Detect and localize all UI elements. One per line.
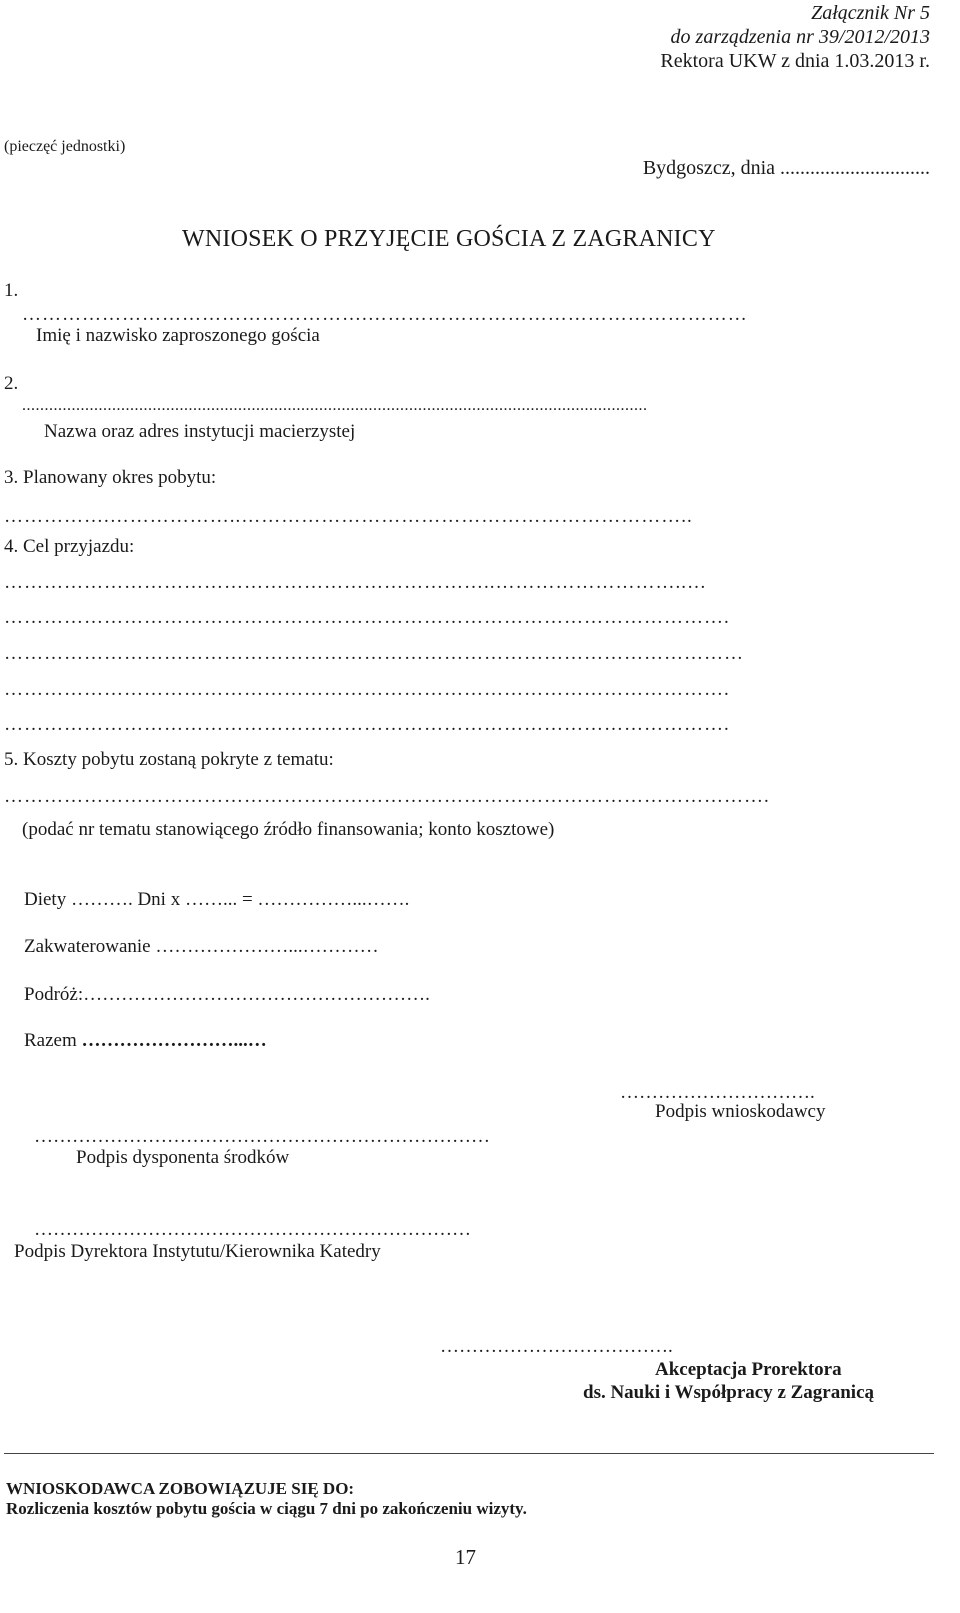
field-3-label: 3. Planowany okres pobytu: xyxy=(4,467,217,488)
field-2-dotted-line: ........................................................................................................................................... xyxy=(22,397,648,414)
field-5-label: 5. Koszty pobytu zostaną pokryte z tematu: xyxy=(4,749,334,770)
costs-diety: Diety ………. Dni x ……... = ……………...……. xyxy=(24,889,410,910)
field-2-number: 2. xyxy=(4,373,19,394)
field-1-number: 1. xyxy=(4,280,19,301)
costs-razem-label: Razem xyxy=(24,1030,82,1051)
annex-line-2 xyxy=(671,26,930,48)
field-4-dotted-line-4: ………………………………………………………………………………………………. xyxy=(4,679,730,700)
annex-line-2-text: do zarządzenia nr 39/2012/2013 xyxy=(670,26,930,48)
disposer-signature-label: Podpis dysponenta środków xyxy=(76,1147,290,1168)
applicant-signature-line: …………………………. xyxy=(620,1082,815,1103)
field-4-dotted-line-1: ………………………………………………………………..………………………..… xyxy=(4,572,707,593)
field-4-dotted-line-2: ………………………………………………………………………………………………. xyxy=(4,607,730,628)
obligation-heading: WNIOSKODAWCA ZOBOWIĄZUJE SIĘ DO: xyxy=(6,1479,355,1498)
document-title: WNIOSEK O PRZYJĘCIE GOŚCIA Z ZAGRANICY xyxy=(182,226,716,252)
costs-podroz: Podróż:………………………………………………. xyxy=(24,984,430,1005)
page-number: 17 xyxy=(455,1545,476,1569)
disposer-signature-line: ……………………………………………………………… xyxy=(34,1126,490,1147)
applicant-signature-label: Podpis wnioskodawcy xyxy=(655,1101,826,1122)
director-signature-line: …………………………………………………………… xyxy=(34,1219,471,1240)
prorector-label-line-1: Akceptacja Prorektora xyxy=(655,1359,842,1380)
prorector-signature-line: ………………………………. xyxy=(440,1336,673,1357)
costs-razem xyxy=(24,1030,267,1052)
divider-line xyxy=(4,1453,934,1454)
date-line: Bydgoszcz, dnia .............................. xyxy=(642,157,930,179)
field-4-dotted-line-5: ………………………………………………………………………………………………. xyxy=(4,714,730,735)
annex-line-3: Rektora UKW z dnia 1.03.2013 r. xyxy=(660,50,930,72)
prorector-label-line-2: ds. Nauki i Współpracy z Zagranicą xyxy=(583,1382,875,1403)
field-3-dotted-line: …………….………………..………………………………………………………….. xyxy=(4,506,693,527)
stamp-label: (pieczęć jednostki) xyxy=(4,138,126,155)
costs-zakwaterowanie: Zakwaterowanie …………………...………… xyxy=(24,936,379,957)
field-5-note: (podać nr tematu stanowiącego źródło finansowania; konto kosztowe) xyxy=(22,819,555,840)
obligation-text: Rozliczenia kosztów pobytu gościa w ciągu 7 dni po zakończeniu wizyty. xyxy=(6,1499,527,1518)
field-1-label: Imię i nazwisko zaproszonego gościa xyxy=(36,325,320,346)
annex-line-1: Załącznik Nr 5 xyxy=(811,2,930,24)
field-5-dotted-line: ……………………………………………………………………………………………………. xyxy=(4,786,770,807)
field-4-dotted-line-3: ………………………………………………………………………………………………… xyxy=(4,643,744,664)
costs-razem-dots: ……………………...… xyxy=(81,1030,267,1051)
director-signature-label: Podpis Dyrektora Instytutu/Kierownika Katedry xyxy=(14,1241,381,1262)
field-4-label: 4. Cel przyjazdu: xyxy=(4,536,135,557)
field-1-dotted-line: …………………………………………….………………………………………………… xyxy=(22,304,748,325)
field-2-label: Nazwa oraz adres instytucji macierzystej xyxy=(44,421,356,442)
